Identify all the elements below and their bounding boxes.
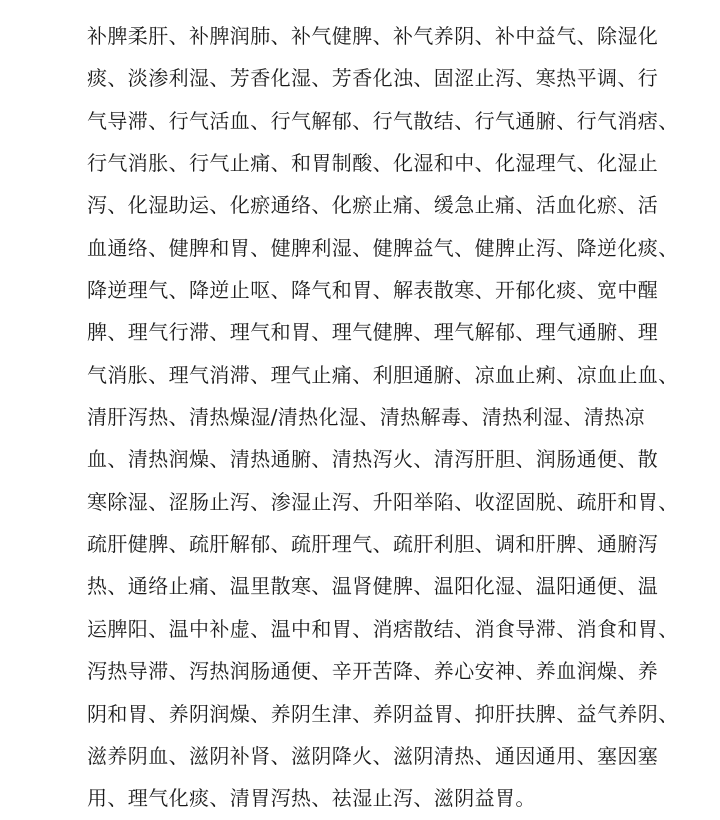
- text-line: 清肝泻热、清热燥湿/清热化湿、清热解毒、清热利湿、清热凉: [87, 405, 645, 430]
- text-line: 痰、淡渗利湿、芳香化湿、芳香化浊、固涩止泻、寒热平调、行: [87, 66, 659, 91]
- text-line: 寒除湿、涩肠止泻、渗湿止泻、升阳举陷、收涩固脱、疏肝和胃、: [87, 489, 679, 514]
- text-line: 脾、理气行滞、理气和胃、理气健脾、理气解郁、理气通腑、理: [87, 320, 659, 345]
- text-line: 气消胀、理气消滞、理气止痛、利胆通腑、凉血止痢、凉血止血、: [87, 362, 679, 387]
- text-line: 泻热导滞、泻热润肠通便、辛开苦降、养心安神、养血润燥、养: [87, 659, 659, 684]
- text-line: 热、通络止痛、温里散寒、温肾健脾、温阳化湿、温阳通便、温: [87, 574, 659, 599]
- text-line: 行气消胀、行气止痛、和胃制酸、化湿和中、化湿理气、化湿止: [87, 151, 659, 176]
- text-line: 补脾柔肝、补脾润肺、补气健脾、补气养阴、补中益气、除湿化: [87, 24, 659, 48]
- text-line: 血、清热润燥、清热通腑、清热泻火、清泻肝胆、润肠通便、散: [87, 447, 659, 472]
- text-line: 运脾阳、温中补虚、温中和胃、消痞散结、消食导滞、消食和胃、: [87, 616, 679, 641]
- text-line: 疏肝健脾、疏肝解郁、疏肝理气、疏肝利胆、调和肝脾、通腑泻: [87, 532, 659, 557]
- text-line: 用、理气化痰、清胃泻热、祛湿止泻、滋阴益胃。: [87, 786, 536, 811]
- text-line: 气导滞、行气活血、行气解郁、行气散结、行气通腑、行气消痞、: [87, 108, 679, 133]
- text-line: 滋养阴血、滋阴补肾、滋阴降火、滋阴清热、通因通用、塞因塞: [87, 743, 659, 768]
- text-line: 血通络、健脾和胃、健脾利湿、健脾益气、健脾止泻、降逆化痰、: [87, 235, 679, 260]
- text-line: 阴和胃、养阴润燥、养阴生津、养阴益胃、抑肝扶脾、益气养阴、: [87, 701, 679, 726]
- text-line: 降逆理气、降逆止呕、降气和胃、解表散寒、开郁化痰、宽中醒: [87, 278, 659, 303]
- treatment-methods-text: [87, 15, 679, 820]
- text-line: 泻、化湿助运、化瘀通络、化瘀止痛、缓急止痛、活血化瘀、活: [87, 193, 659, 218]
